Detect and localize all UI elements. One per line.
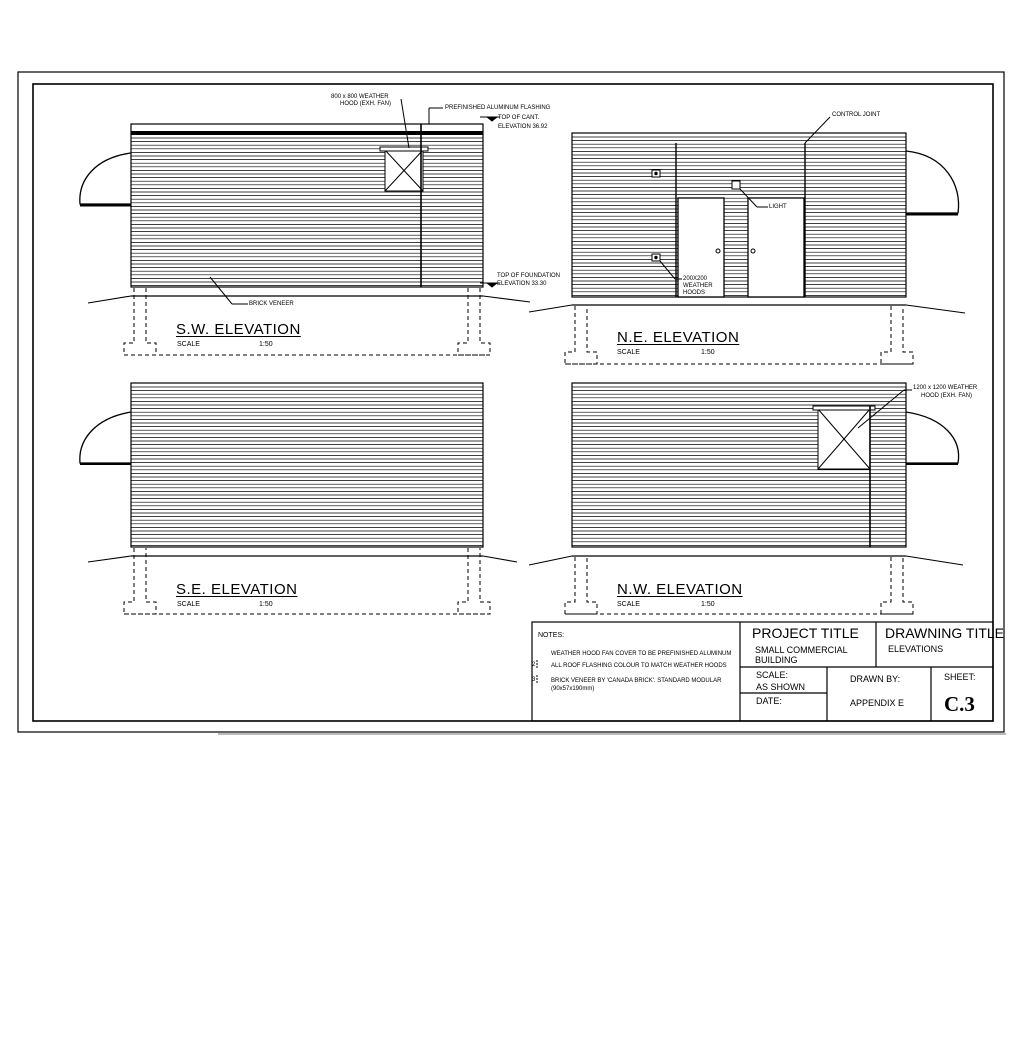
annotation-top-cant-2: ELEVATION 36.92 bbox=[498, 124, 548, 130]
annotation-hood-800-2: HOOD (EXH. FAN) bbox=[340, 101, 392, 107]
scan-edge-line bbox=[218, 733, 1006, 735]
foundation-footing bbox=[881, 306, 913, 364]
sheet-label: SHEET: bbox=[944, 672, 976, 682]
project-name-line2: BUILDING bbox=[755, 655, 798, 665]
scale-label-nw: SCALE bbox=[617, 601, 640, 608]
note-marker-3: 3 bbox=[532, 677, 536, 683]
foundation-footing bbox=[881, 557, 913, 614]
elevation-title-ne: N.E. ELEVATION bbox=[617, 329, 740, 346]
annotation-top-foundation-2: ELEVATION 33.30 bbox=[497, 281, 547, 287]
scale-label-sw: SCALE bbox=[177, 341, 200, 348]
elevation-title-nw: N.W. ELEVATION bbox=[617, 581, 743, 598]
wall-sw bbox=[131, 124, 483, 287]
annotation-top-foundation-1: TOP OF FOUNDATION bbox=[497, 273, 561, 279]
scale-label-se: SCALE bbox=[177, 601, 200, 608]
scale-value-sw: 1:50 bbox=[259, 341, 273, 348]
annotation-hood-800-1: 800 x 800 WEATHER bbox=[331, 94, 389, 100]
annotation-light: LIGHT bbox=[769, 204, 787, 210]
foundation-footing bbox=[124, 288, 156, 355]
foundation-footing bbox=[565, 557, 597, 614]
scale-label: SCALE: bbox=[756, 670, 789, 680]
project-name-line1: SMALL COMMERCIAL bbox=[755, 645, 848, 655]
drawing-title: ELEVATIONS bbox=[888, 644, 944, 654]
scale-value-ne: 1:50 bbox=[701, 349, 715, 356]
annotation-hood-1200-2: HOOD (EXH. FAN) bbox=[921, 393, 973, 399]
annotation-brick-veneer: BRICK VENEER bbox=[249, 301, 294, 307]
project-title-label: PROJECT TITLE bbox=[752, 625, 859, 641]
notes-heading: NOTES: bbox=[538, 632, 565, 639]
light-fixture bbox=[732, 181, 740, 189]
wall-se bbox=[131, 383, 483, 547]
sheet-number: C.3 bbox=[944, 692, 975, 716]
sw-details bbox=[210, 99, 500, 304]
drawing-title-label: DRAWNING TITLE bbox=[885, 625, 1005, 641]
note-item-1: WEATHER HOOD FAN COVER TO BE PREFINISHED ALUMINUM bbox=[551, 651, 732, 657]
annotation-control-joint: CONTROL JOINT bbox=[832, 112, 881, 118]
foundation-footing bbox=[565, 306, 597, 364]
annotation-hoods-2: WEATHER bbox=[683, 283, 713, 289]
note-item-4: (90x57x190mm) bbox=[551, 686, 595, 692]
note-marker-2: 2 bbox=[532, 662, 536, 668]
date-label: DATE: bbox=[756, 696, 782, 706]
annotation-top-cant-1: TOP OF CANT. bbox=[498, 115, 540, 121]
wall-ne bbox=[572, 133, 906, 297]
annotation-flashing: PREFINISHED ALUMINUM FLASHING bbox=[445, 105, 551, 111]
foundation-footing bbox=[458, 548, 490, 614]
drawn-by-label: DRAWN BY: bbox=[850, 674, 901, 684]
drawn-by-value: APPENDIX E bbox=[850, 698, 905, 708]
door-right bbox=[748, 198, 804, 297]
foundation-footing bbox=[458, 288, 490, 355]
annotation-hood-1200-1: 1200 x 1200 WEATHER bbox=[913, 385, 978, 391]
note-item-3: BRICK VENEER BY 'CANADA BRICK'. STANDARD MODULAR bbox=[551, 678, 722, 684]
annotation-hoods-3: HOODS bbox=[683, 290, 706, 296]
annotation-hoods-1: 200X200 bbox=[683, 276, 708, 282]
roof-band-sw bbox=[131, 131, 483, 135]
elevation-title-se: S.E. ELEVATION bbox=[176, 581, 298, 598]
note-item-2: ALL ROOF FLASHING COLOUR TO MATCH WEATHER HOODS bbox=[551, 663, 727, 669]
scale-label-ne: SCALE bbox=[617, 349, 640, 356]
elevation-title-sw: S.W. ELEVATION bbox=[176, 321, 301, 338]
scale-value-se: 1:50 bbox=[259, 601, 273, 608]
scale-value-nw: 1:50 bbox=[701, 601, 715, 608]
foundation-footing bbox=[124, 548, 156, 614]
scale-value: AS SHOWN bbox=[756, 682, 806, 692]
